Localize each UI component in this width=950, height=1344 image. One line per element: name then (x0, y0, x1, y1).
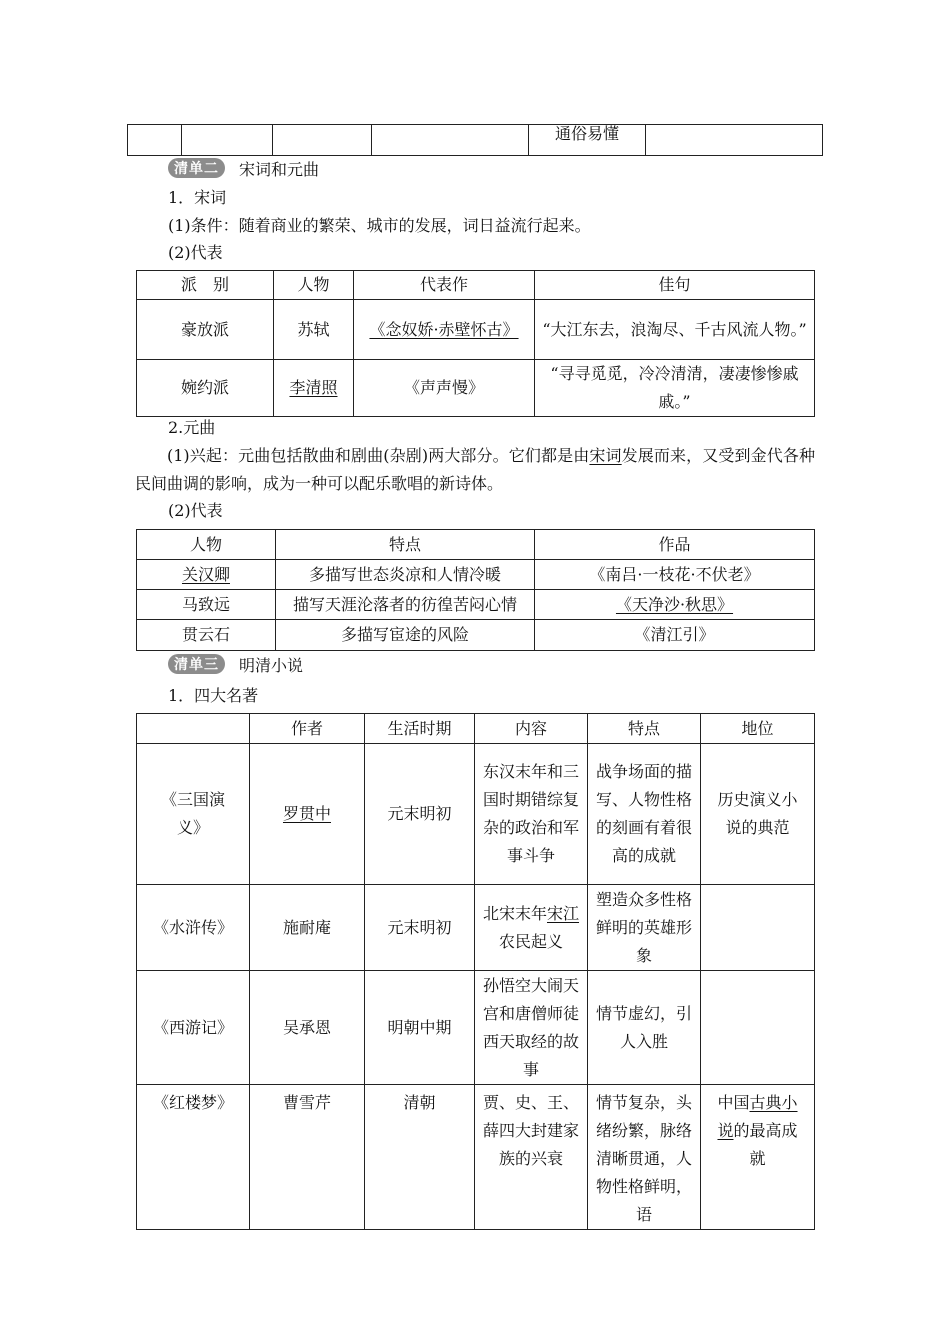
table-cell: 描写天涯沦落者的彷徨苦闷心情 (276, 590, 535, 620)
table-cell: 贾、史、王、薛四大封建家族的兴衰 (475, 1085, 588, 1230)
section-badge-2 (168, 158, 319, 178)
section-badge-3 (168, 654, 303, 674)
table-row (137, 590, 815, 620)
table-cell: 元末明初 (365, 744, 475, 885)
table-row (137, 1085, 815, 1230)
text-span: (1)兴起：元曲包括散曲和剧曲(杂剧)两大部分。它们都是由 (167, 446, 590, 465)
underlined-text: 罗贯中 (282, 804, 331, 823)
badge-char: 清 (174, 161, 189, 177)
table-cell: “大江东去，浪淘尽、千古风流人物。” (535, 300, 815, 360)
table-cell (475, 885, 588, 971)
table-cell (273, 125, 372, 156)
table-cell (701, 885, 815, 971)
paragraph-representative: (2)代表 (168, 243, 223, 262)
table-cell: 《三国演义》 (137, 744, 250, 885)
table-cell: 战争场面的描写、人物性格的刻画有着很高的成就 (588, 744, 701, 885)
badge-char: 单 (189, 161, 204, 177)
text-span: 农民起义 (498, 931, 563, 951)
table-cell: 贯云石 (137, 620, 276, 651)
table-cell: 情节复杂，头绪纷繁，脉络清晰贯通，人物性格鲜明，语 (588, 1085, 701, 1230)
badge-char: 单 (189, 657, 204, 673)
table-cell (250, 744, 365, 885)
underlined-text: 关汉卿 (181, 564, 230, 584)
table-cell (372, 125, 529, 156)
songci-table (136, 270, 815, 417)
table-header: 地位 (701, 714, 815, 744)
table-cell (646, 125, 823, 156)
text-span: 中国 (717, 1093, 750, 1112)
table-cell: 清朝 (365, 1085, 475, 1230)
paragraph-rise (135, 442, 815, 498)
table-cell: 苏轼 (274, 300, 354, 360)
underlined-text: 宋江 (547, 903, 580, 923)
table-header: 作者 (250, 714, 365, 744)
table-row (137, 885, 815, 971)
table-header: 代表作 (354, 271, 535, 300)
table-cell: 历史演义小说的典范 (701, 744, 815, 885)
badge-pill (168, 654, 225, 674)
section-title: 宋词和元曲 (239, 159, 320, 179)
table-cell: 《南吕·一枝花·不伏老》 (535, 560, 815, 590)
table-row (137, 971, 815, 1085)
table-cell (354, 300, 535, 360)
table-row (137, 744, 815, 885)
table-cell: 《清江引》 (535, 620, 815, 651)
badge-pill (168, 158, 225, 178)
table-cell: 元末明初 (365, 885, 475, 971)
table-cell (535, 590, 815, 620)
section-title: 明清小说 (239, 655, 304, 675)
table-cell (137, 560, 276, 590)
table-cell: 塑造众多性格鲜明的英雄形象 (588, 885, 701, 971)
heading-yuanqu: 2.元曲 (168, 418, 216, 437)
table-header: 人物 (274, 271, 354, 300)
table-cell: 多描写宦途的风险 (276, 620, 535, 651)
table-cell: “寻寻觅觅，冷冷清清，凄凄惨惨戚戚。” (535, 360, 815, 417)
yuanqu-table (136, 529, 815, 651)
text-span: 北宋末年 (482, 903, 547, 923)
table-cell: 东汉末年和三国时期错综复杂的政治和军事斗争 (475, 744, 588, 885)
table-header: 生活时期 (365, 714, 475, 744)
underlined-text: 宋词 (589, 446, 622, 465)
badge-char: 二 (204, 161, 219, 177)
table-header: 派 别 (137, 271, 274, 300)
table-row (137, 360, 815, 417)
table-row (137, 300, 815, 360)
table-header: 特点 (276, 530, 535, 560)
underlined-text: 李清照 (289, 378, 338, 397)
table-cell: 马致远 (137, 590, 276, 620)
table-header: 内容 (475, 714, 588, 744)
badge-char: 三 (204, 657, 219, 673)
table-cell (274, 360, 354, 417)
table-cell: 曹雪芹 (250, 1085, 365, 1230)
table-cell (128, 125, 182, 156)
table-header: 特点 (588, 714, 701, 744)
top-table (127, 124, 823, 156)
paragraph-condition: (1)条件：随着商业的繁荣、城市的发展，词日益流行起来。 (168, 216, 591, 235)
text-span: 的最高成就 (733, 1121, 798, 1168)
table-cell: 施耐庵 (250, 885, 365, 971)
table-cell: 婉约派 (137, 360, 274, 417)
table-cell (701, 1085, 815, 1230)
table-cell (701, 971, 815, 1085)
table-cell: 《水浒传》 (137, 885, 250, 971)
table-row (137, 560, 815, 590)
table-cell: 《西游记》 (137, 971, 250, 1085)
table-cell (182, 125, 273, 156)
table-cell: 《声声慢》 (354, 360, 535, 417)
badge-char: 清 (174, 657, 189, 673)
table-header (137, 714, 250, 744)
table-cell: 吴承恩 (250, 971, 365, 1085)
table-cell: 通俗易懂 (529, 125, 646, 156)
table-cell: 多描写世态炎凉和人情冷暖 (276, 560, 535, 590)
table-header: 佳句 (535, 271, 815, 300)
table-cell: 豪放派 (137, 300, 274, 360)
table-header: 人物 (137, 530, 276, 560)
heading-four-novels: 1．四大名著 (168, 686, 259, 705)
underlined-text: 《天净沙·秋思》 (615, 594, 734, 614)
table-cell: 明朝中期 (365, 971, 475, 1085)
paragraph-representative-2: (2)代表 (168, 501, 223, 520)
novels-table (136, 713, 815, 1230)
table-row (137, 620, 815, 651)
underlined-text: 《念奴娇·赤壁怀古》 (369, 319, 519, 339)
heading-songci: 1．宋词 (168, 188, 227, 207)
underlined-text: 古典小说 (717, 1093, 798, 1140)
table-header: 作品 (535, 530, 815, 560)
table-cell: 情节虚幻，引人入胜 (588, 971, 701, 1085)
table-cell: 《红楼梦》 (137, 1085, 250, 1230)
text-span: 发展而来，又受到金代各种民间曲调的影响，成为一种可以配乐歌唱的新诗体。 (135, 446, 815, 493)
table-cell: 孙悟空大闹天宫和唐僧师徒西天取经的故事 (475, 971, 588, 1085)
